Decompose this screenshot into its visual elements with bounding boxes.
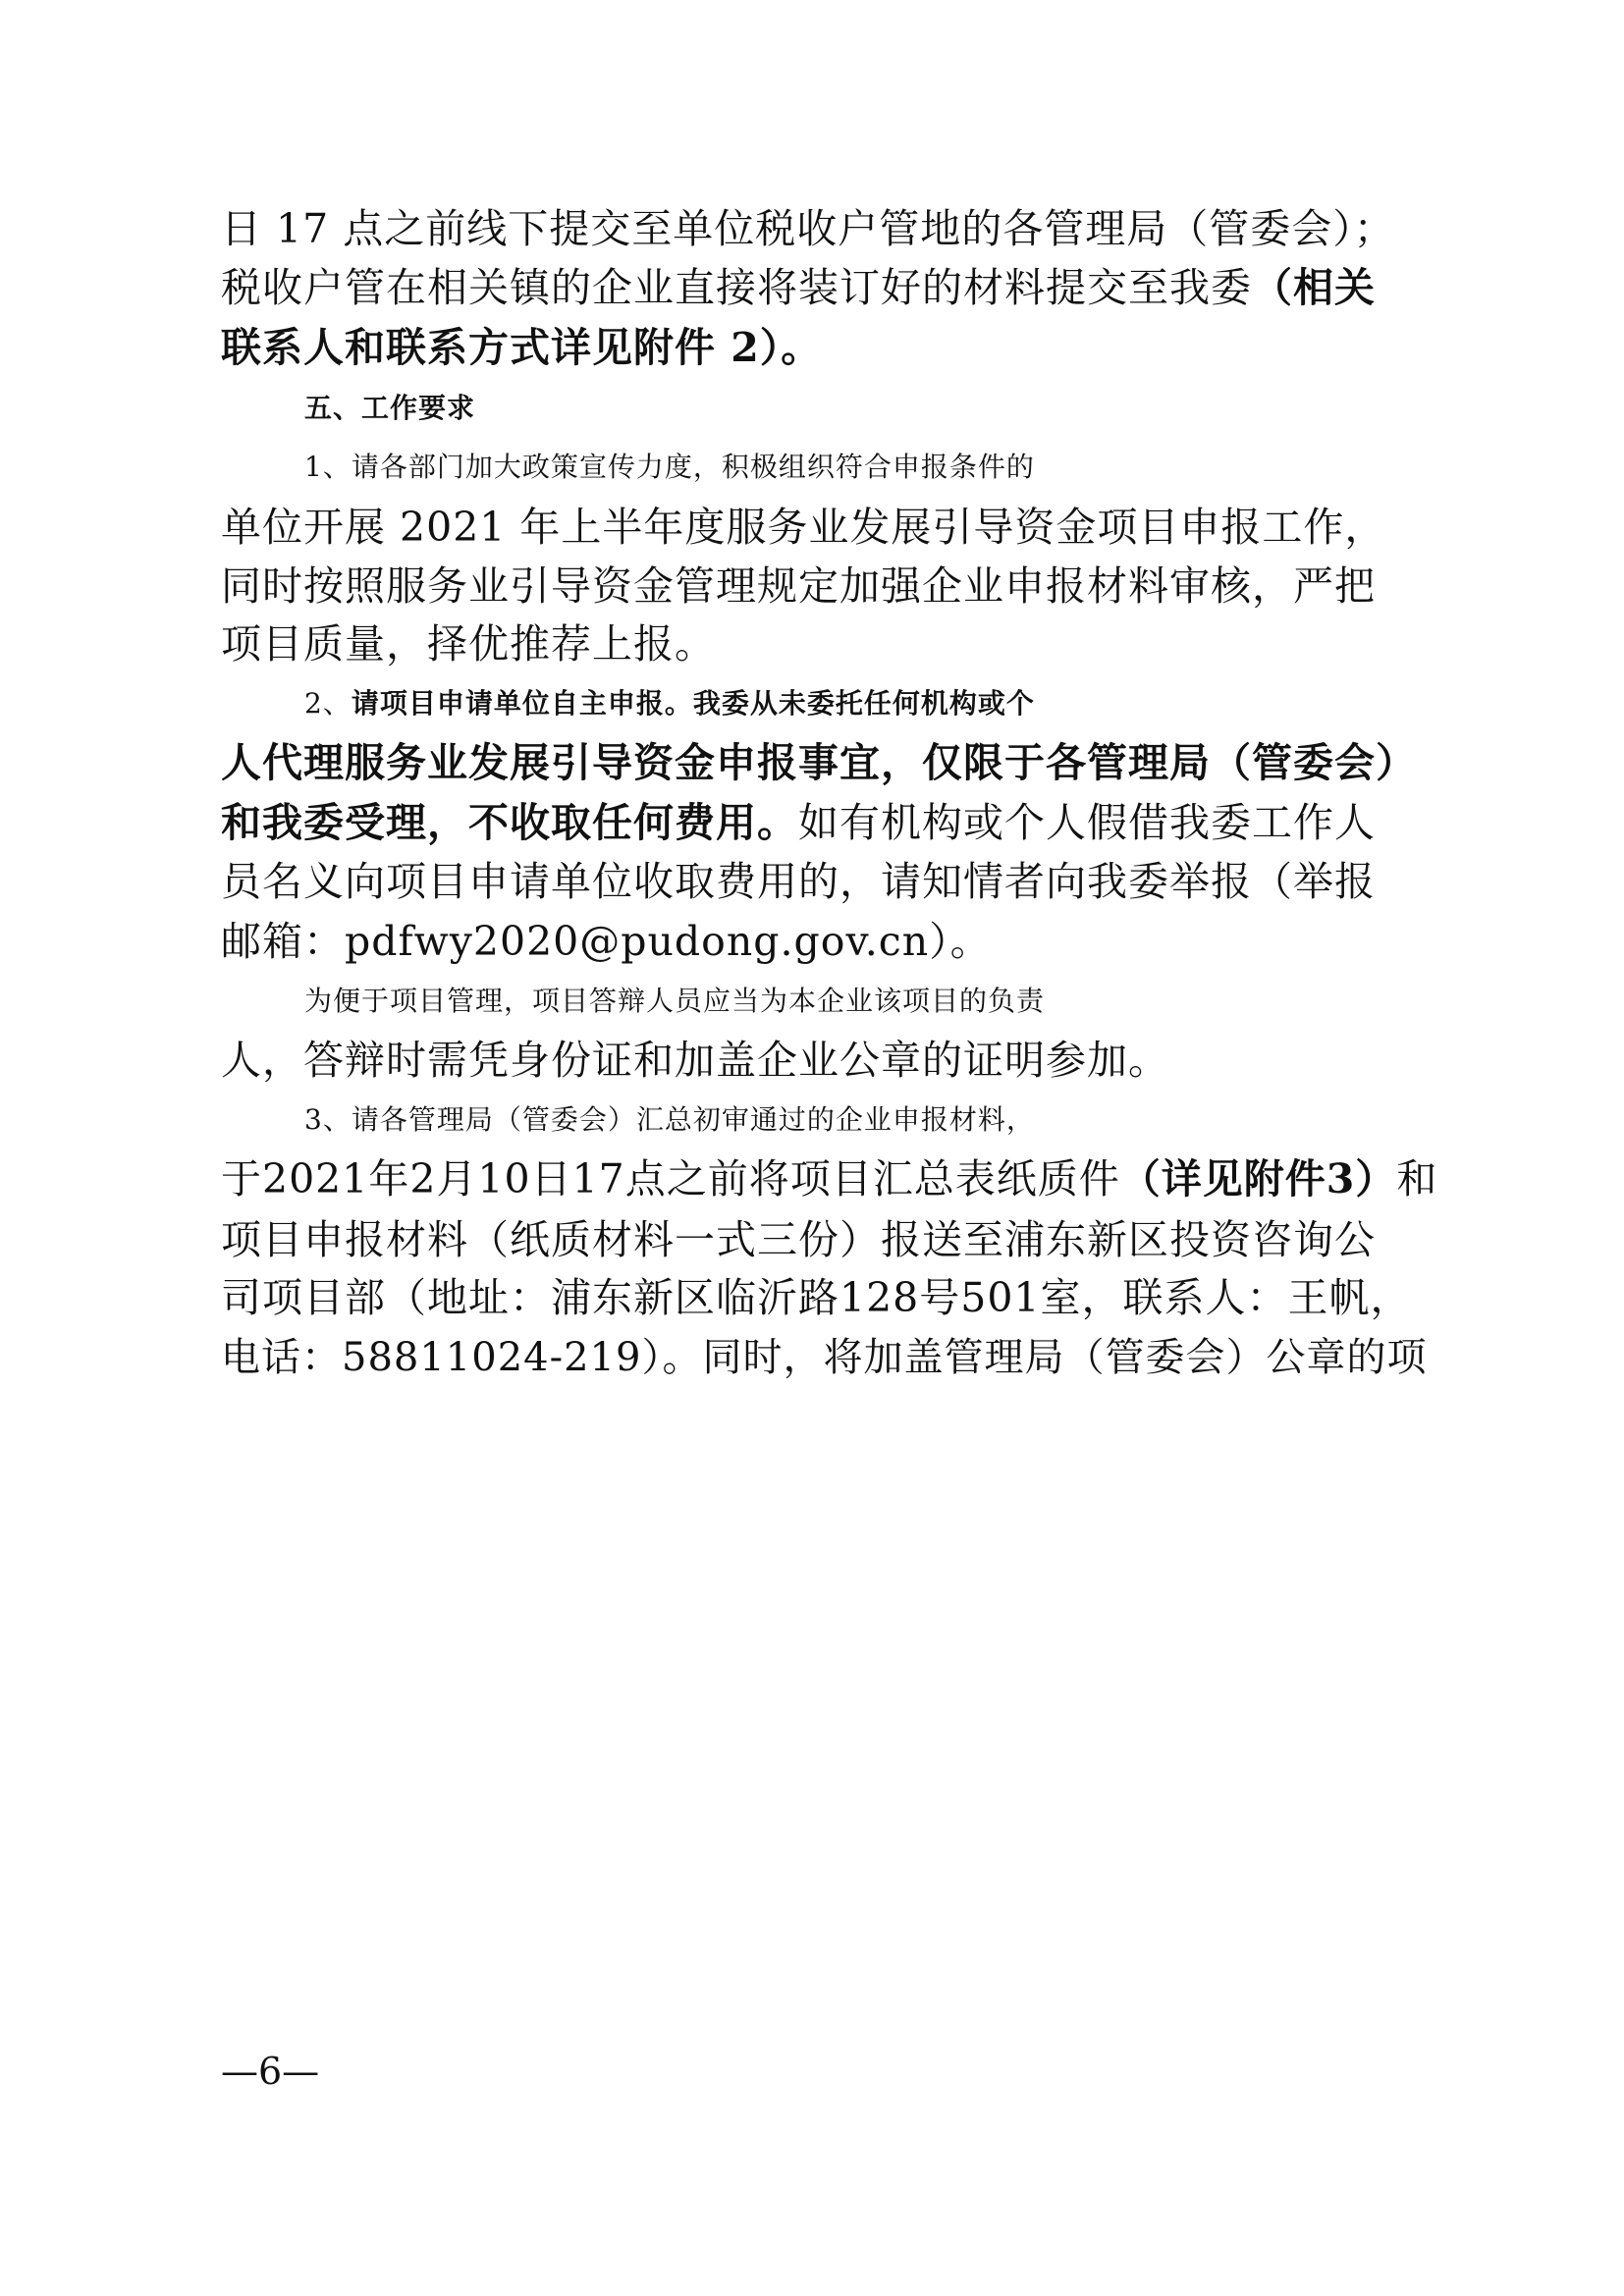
text-run: 项目质量，择优推荐上报。: [221, 620, 716, 667]
paragraph-line: [221, 738, 1438, 787]
paragraph-line: [304, 1095, 1522, 1145]
paragraph-line: [221, 1036, 1438, 1085]
text-run: 于2021年2月10日17点之前将项目汇总表纸质件: [221, 1155, 1120, 1202]
text-run: 如有机构或个人假借我委工作人: [798, 799, 1376, 846]
paragraph-line: [221, 1333, 1438, 1382]
text-run: 项目申报材料（纸质材料一式三份）报送至浦东新区投资咨询公: [221, 1216, 1376, 1263]
paragraph-line: [221, 857, 1438, 906]
text-run: 同时按照服务业引导资金管理规定加强企业申报材料审核，严把: [221, 562, 1376, 610]
paragraph-line: [221, 1154, 1438, 1203]
text-run: 和: [1396, 1155, 1438, 1202]
text-run: 单位开展 2021 年上半年度服务业发展引导资金项目申报工作，: [221, 504, 1386, 551]
paragraph-line: [304, 679, 1522, 728]
text-run: 人，答辩时需凭身份证和加盖企业公章的证明参加。: [221, 1037, 1169, 1084]
bold-text: （详见附件3）: [1119, 1155, 1397, 1202]
text-run: 日 17 点之前线下提交至单位税收户管地的各管理局（管委会）；: [221, 205, 1395, 252]
paragraph-line: [221, 561, 1438, 611]
paragraph-line: [304, 443, 1522, 492]
bold-text: 和我委受理，不收取任何费用。: [221, 799, 798, 846]
bold-text: 请项目申请单位自主申报。我委从未委托任何机构或个: [351, 687, 1035, 720]
bold-text: 人代理服务业发展引导资金申报事宜，仅限于各管理局（管委会）: [221, 739, 1417, 786]
text-run: 3、请各管理局（管委会）汇总初审通过的企业申报材料，: [304, 1103, 1035, 1136]
paragraph-line: [221, 323, 1438, 372]
text-run: 员名义向项目申请单位收取费用的，请知情者向我委举报（举报: [221, 858, 1376, 905]
bold-text: 联系人和联系方式详见附件 2）。: [221, 324, 823, 371]
paragraph-line: [221, 1215, 1438, 1264]
text-run: 2、: [304, 687, 352, 720]
paragraph-line: [221, 263, 1438, 312]
text-run: 为便于项目管理，项目答辩人员应当为本企业该项目的负责: [304, 985, 1046, 1017]
paragraph-line: [221, 204, 1438, 253]
paragraph-line: [221, 1273, 1438, 1322]
text-run: 电话：58811024-219）。同时，将加盖管理局（管委会）公章的项: [221, 1335, 1428, 1380]
bold-text: 五、工作要求: [304, 392, 476, 424]
paragraph-line: [221, 503, 1438, 552]
text-run: 1、请各部门加大政策宣传力度，积极组织符合申报条件的: [304, 451, 1035, 483]
paragraph-line: [221, 917, 1438, 966]
text-run: 司项目部（地址：浦东新区临沂路128号501室，联系人：王帆，: [221, 1274, 1412, 1321]
paragraph-line: [304, 977, 1522, 1026]
text-run: 税收户管在相关镇的企业直接将装订好的材料提交至我委: [221, 264, 1252, 311]
paragraph-line: [221, 798, 1438, 847]
section-heading: [304, 384, 1522, 433]
text-run: 邮箱：pdfwy2020@pudong.gov.cn）。: [221, 918, 992, 965]
page-number: —6—: [221, 2050, 320, 2093]
bold-text: （相关: [1252, 264, 1376, 311]
paragraph-line: [221, 619, 1438, 668]
